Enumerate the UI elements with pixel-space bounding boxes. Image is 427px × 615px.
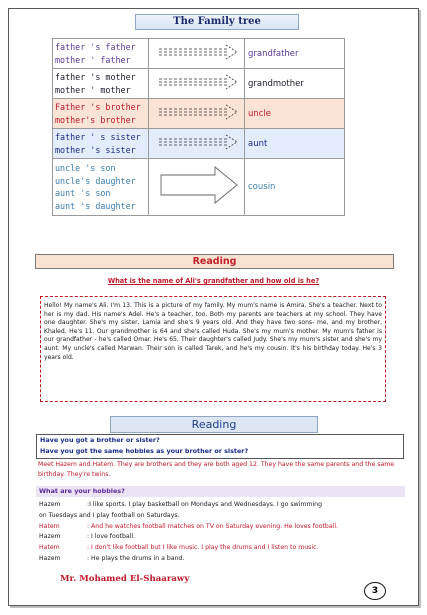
result-cell: uncle (245, 99, 345, 129)
dashed-arrow-icon (149, 129, 245, 159)
dialogue-line (39, 500, 409, 511)
dashed-arrow-icon (149, 69, 245, 99)
block-arrow-icon (149, 159, 245, 216)
result-cell: cousin (245, 159, 345, 216)
result-cell: grandfather (245, 39, 345, 69)
question-line: Have you got a brother or sister? (40, 436, 160, 444)
dialogue (39, 500, 409, 565)
speaker-name: Hazem (39, 533, 61, 541)
dialogue-line (39, 532, 409, 543)
speech-text: on Tuesdays and I play football on Saturdays. (39, 511, 180, 519)
result-cell: aunt (245, 129, 345, 159)
dialogue-line (39, 511, 409, 522)
speech-text: : And he watches football matches on TV on Saturday evening. He loves football. (87, 522, 339, 530)
relation-cell: Father 's brother mother's brother (53, 99, 149, 129)
dialogue-line (39, 554, 409, 565)
reading-question: What is the name of Ali's grandfather and how old is he? (107, 277, 320, 285)
result-cell: grandmother (245, 69, 345, 99)
dashed-arrow-icon (149, 99, 245, 129)
question-line: Have you got the same hobbies as your brother or sister? (40, 447, 249, 455)
page-number: 3 (364, 582, 386, 600)
speech-text: : I don't like football but I like music. I play the drums and I listen to music. (87, 544, 319, 552)
hobbies-question: What are your hobbies? (36, 486, 405, 497)
questions-box (36, 434, 404, 459)
table-row (53, 39, 345, 69)
dialogue-line (39, 543, 409, 554)
intro-paragraph: Meet Hazem and Hatem. They are brothers and they are both aged 12. They have the same parents and the same birthday. They're twins. (38, 461, 395, 478)
speech-text: :I like sports. I play basketball on Mondays and Wednesdays. I go swimming (87, 501, 323, 508)
table-row (53, 69, 345, 99)
speech-text: : He plays the drums in a band. (87, 554, 185, 562)
speaker-name: Hazem (39, 554, 61, 562)
relation-cell: father 's mother mother ' mother (53, 69, 149, 99)
table-row (53, 129, 345, 159)
speech-text: : I love football. (87, 533, 136, 541)
relation-cell: uncle 's son uncle's daughter aunt 's son aunt 's daughter (53, 159, 149, 216)
table-row (53, 159, 345, 216)
table-row (53, 99, 345, 129)
relation-cell: father ' s sister mother 's sister (53, 129, 149, 159)
dashed-arrow-icon (149, 39, 245, 69)
reading-passage: Hello! My name's Ali. I'm 13. This is a picture of my family. My mum's name is Amira. She's a teacher. Next to her is my dad. His name's Adel. He's a teacher, too. Both my parents are teachers at my school. They have one daughter. She's my sister, Lamia and she's 9 years old. And they have two sons- me, and my brother, Khaled. He's 11. Our grandmother is 64 and she's called Huda. She's my mum's mother. My mum's father is our grandfather - he's called Omar. He's 65. Their daughter's called Judy. She's my mum's sister and she's my aunt. My uncle's called Marwan. Their son is called Tarek, and he's my cousin. It's his birthday today. He's 3 years old. (40, 296, 386, 402)
relation-cell: father 's father mother ' father (53, 39, 149, 69)
reading-heading: Reading (35, 254, 394, 269)
page-title: The Family tree (135, 14, 299, 30)
speaker-name: Hazem (39, 501, 61, 508)
speaker-name: Hatem (39, 522, 60, 530)
author-name: Mr. Mohamed El-Shaarawy (60, 574, 190, 584)
reading-heading-2: Reading (110, 416, 318, 433)
dialogue-line (39, 522, 409, 533)
speaker-name: Hatem (39, 544, 60, 552)
family-tree-table (52, 38, 345, 216)
